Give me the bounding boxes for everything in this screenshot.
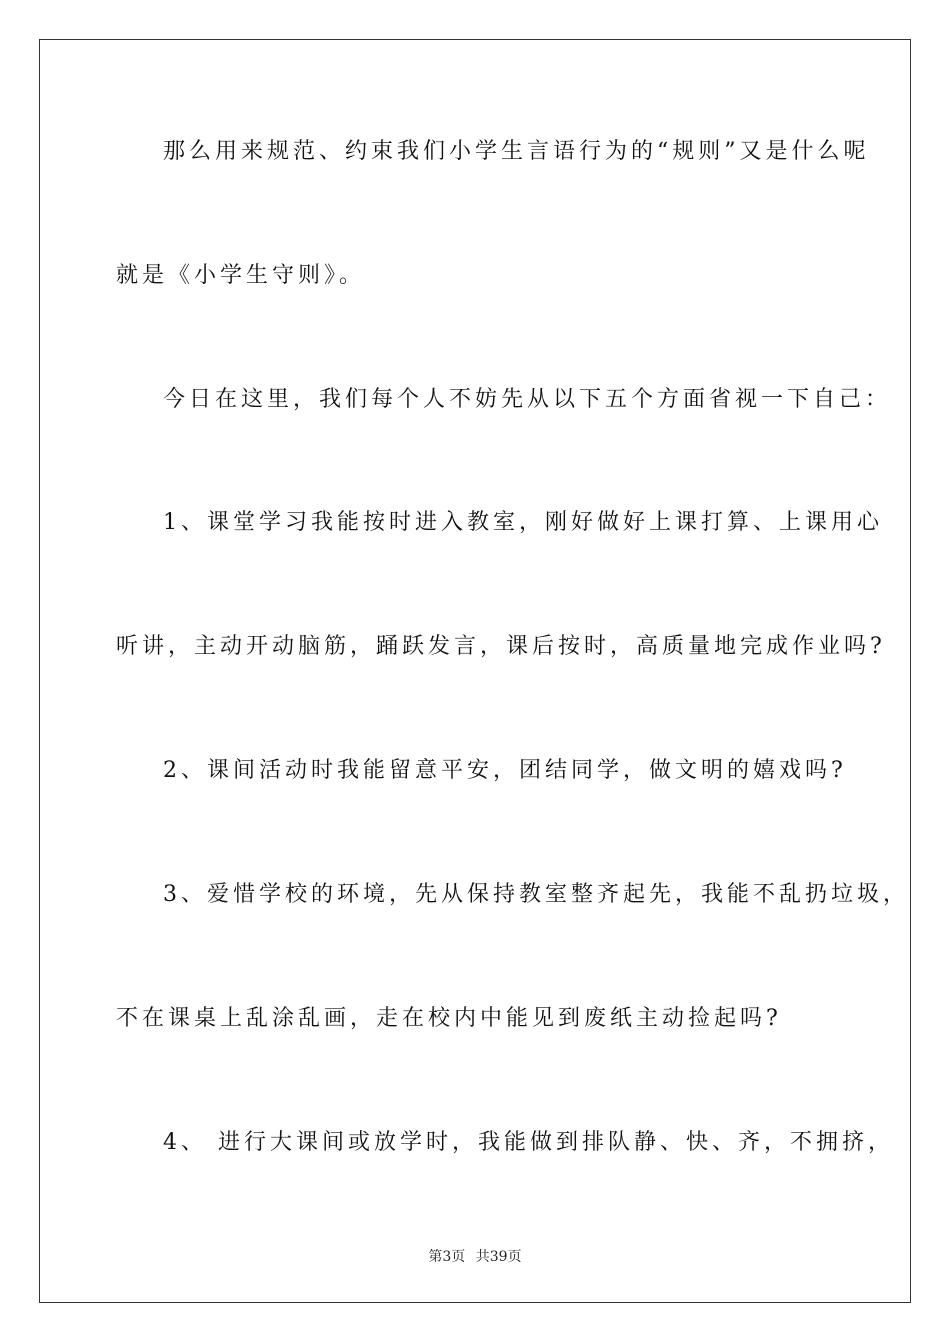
paragraph-line: 不在课桌上乱涂乱画，走在校内中能见到废纸主动捡起吗?	[116, 1006, 782, 1031]
page-total: 共39页	[475, 1249, 522, 1265]
paragraph-line: 听讲，主动开动脑筋，踊跃发言，课后按时，高质量地完成作业吗?	[116, 634, 886, 659]
paragraph-line: 2、课间活动时我能留意平安，团结同学，做文明的嬉戏吗?	[163, 758, 847, 783]
paragraph-line: 4、 进行大课间或放学时，我能做到排队静、快、齐，不拥挤，	[163, 1130, 894, 1155]
paragraph-line: 就是《小学生守则》。	[116, 263, 366, 288]
paragraph-line: 今日在这里，我们每个人不妨先从以下五个方面省视一下自己：	[163, 387, 892, 412]
page-footer	[0, 1246, 950, 1266]
paragraph-line: 1、课堂学习我能按时进入教室，刚好做好上课打算、上课用心	[163, 510, 883, 535]
page-frame	[39, 39, 911, 1303]
paragraph-line: 那么用来规范、约束我们小学生言语行为的“规则”又是什么呢	[163, 139, 870, 164]
paragraph-line: 3、爱惜学校的环境，先从保持教室整齐起先，我能不乱扔垃圾，	[163, 882, 909, 907]
page-number: 第3页	[428, 1249, 466, 1265]
